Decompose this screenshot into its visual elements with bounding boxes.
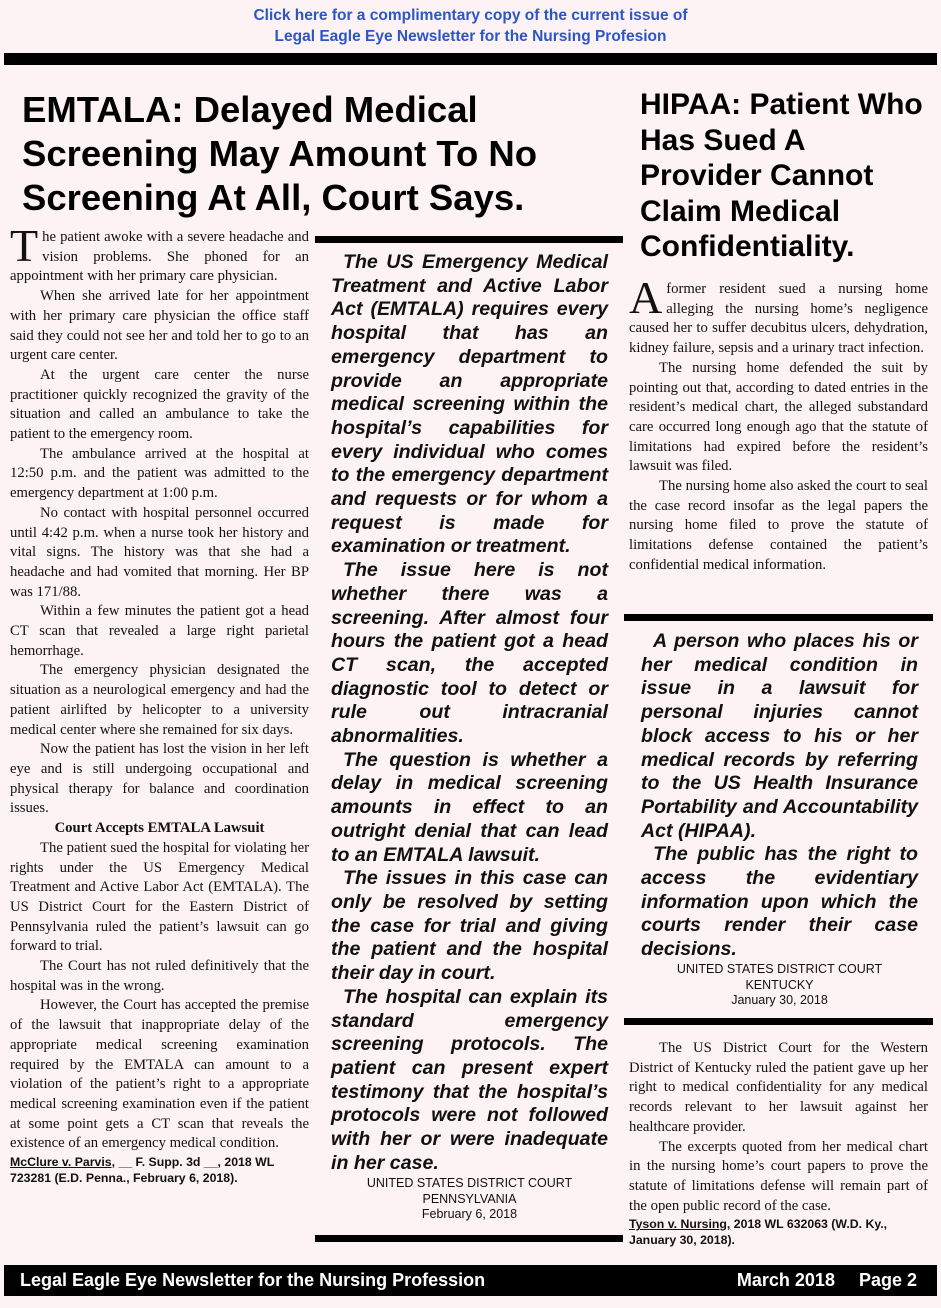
- dropcap: A: [629, 272, 663, 323]
- article2-court-credit: [641, 962, 918, 1009]
- article1-court-credit: [331, 1176, 608, 1223]
- article2-pull-quote: [641, 630, 918, 962]
- article2-body-continued: [629, 1039, 928, 1248]
- article1-paragraph: When she arrived late for her appointment with her primary care physician the office staff said they could not see her and told her to go to an urgent care center.: [10, 288, 309, 364]
- article1-paragraph: Now the patient has lost the vision in her left eye and is still undergoing occupational and physical therapy for balance and coordination issues.: [10, 741, 309, 817]
- pull-quote-1-bottom-rule: [315, 1235, 623, 1242]
- footer-date: March 2018: [736, 1270, 835, 1290]
- case-name: McClure v. Parvis,: [10, 1155, 116, 1170]
- article2-paragraph: A former resident sued a nursing home alleging the nursing home’s negligence caused her to suffer decubitus ulcers, dehydration, kidney failure, sepsis and a urinary tract infection.: [629, 272, 928, 357]
- footer-bar: [4, 1265, 937, 1296]
- top-rule: [4, 53, 937, 65]
- article1-paragraph: The ambulance arrived at the hospital at 12:50 p.m. and the patient was admitted to the emergency department at 1:00 p.m.: [10, 445, 309, 502]
- pull-quote-paragraph: The question is whether a delay in medical screening amounts in effect to an outright denial that can lead to an EMTALA lawsuit.: [331, 748, 608, 866]
- pull-quote-1-top-rule: [315, 236, 623, 243]
- article2-paragraph: The nursing home defended the suit by pointing out that, according to dated entries in the resident’s medical chart, the alleged substandard care occurred long enough ago that the statute of limitations had expired before the resident’s lawsuit was filed.: [629, 359, 928, 475]
- court-name: UNITED STATES DISTRICT COURT: [676, 962, 883, 976]
- footer-title: Legal Eagle Eye Newsletter for the Nursing Profession: [20, 1270, 486, 1290]
- article2-headline: HIPAA: Patient Who Has Sued A Provider Cannot Claim Medical Confidentiality.: [640, 88, 923, 263]
- article1-subhead: Court Accepts EMTALA Lawsuit: [54, 820, 265, 837]
- court-name: UNITED STATES DISTRICT COURT: [366, 1176, 573, 1190]
- footer-page: Page 2: [858, 1270, 917, 1290]
- article1-paragraph: The patient awoke with a severe headache and vision problems. She phoned for an appointment with her primary care physician.: [10, 220, 309, 285]
- pull-quote-paragraph: The hospital can explain its standard emergency screening protocols. The patient can present expert testimony that the hospital’s protocols were not followed with her or were inadequate in her case.: [331, 985, 608, 1174]
- case-name: Tyson v. Nursing,: [629, 1217, 731, 1232]
- article2-body: [629, 272, 928, 576]
- footer-issue: [737, 1265, 917, 1296]
- article1-body: [10, 220, 309, 1186]
- article1-headline: EMTALA: Delayed Medical Screening May Amount To No Screening At All, Court Says.: [22, 89, 538, 218]
- promo-line-1: Click here for a complimentary copy of the current issue of: [253, 7, 688, 24]
- article1-paragraph: However, the Court has accepted the premise of the lawsuit that inappropriate delay of the appropriate medical screening examination required by the EMTALA can amount to a violation of the patient’s right to a appropriate medical screening examination even if the patient at some point gets a CT scan that reveals the existence of an emergency medical condition.: [10, 997, 309, 1152]
- pull-quote-paragraph: A person who places his or her medical condition in issue in a lawsuit for personal injuries cannot block access to his or her medical records by referring to the US Health Insurance Portability and Accountability Act (HIPAA).: [641, 630, 918, 842]
- article1-paragraph: Within a few minutes the patient got a head CT scan that revealed a large right parietal hemorrhage.: [10, 603, 309, 659]
- pull-quote-2-bottom-rule: [624, 1018, 933, 1025]
- article1-paragraph: The Court has not ruled definitively that the hospital was in the wrong.: [10, 958, 309, 994]
- court-date: February 6, 2018: [421, 1207, 518, 1221]
- pull-quote-paragraph: The issues in this case can only be resolved by setting the case for trial and giving the patient and the hospital their day in court.: [331, 867, 608, 985]
- article2-paragraph: The US District Court for the Western District of Kentucky ruled the patient gave up her right to medical confidentiality for any medical records relevant to her lawsuit against her healthcare provider.: [629, 1040, 928, 1135]
- article1-paragraph: No contact with hospital personnel occurred until 4:42 p.m. when a nurse took her history and vital signs. The history was that she had a headache and had vomited that morning. Her BP was 171/88.: [10, 504, 309, 600]
- dropcap: T: [10, 220, 39, 271]
- complimentary-copy-link[interactable]: [0, 5, 941, 47]
- pull-quote-paragraph: The public has the right to access the evidentiary information upon which the courts render their case decisions.: [641, 843, 918, 961]
- pull-quote-2-top-rule: [624, 614, 933, 621]
- article1-paragraph: The emergency physician designated the situation as a neurological emergency and had the patient airlifted by helicopter to a university medical center where she remained for six days.: [10, 662, 309, 738]
- court-state: PENNSYLVANIA: [422, 1191, 517, 1206]
- court-date: January 30, 2018: [731, 993, 828, 1007]
- court-state: KENTUCKY: [745, 977, 814, 992]
- article1-citation: McClure v. Parvis, __ F. Supp. 3d __, 2018 WL 723281 (E.D. Penna., February 6, 2018).: [10, 1155, 275, 1186]
- article1-pull-quote: [331, 251, 608, 1175]
- article2-paragraph: The nursing home also asked the court to seal the case record insofar as the legal papers the nursing home filed to prove the statute of limitations defense contained the patient’s confidential medical information.: [629, 478, 928, 573]
- promo-line-2: Legal Eagle Eye Newsletter for the Nursing Profesion: [274, 28, 667, 45]
- article1-paragraph: The patient sued the hospital for violating her rights under the US Emergency Medical Treatment and Active Labor Act (EMTALA). The US District Court for the Eastern District of Pennsylvania ruled the patient’s lawsuit can go forward to trial.: [10, 839, 309, 955]
- pull-quote-paragraph: The US Emergency Medical Treatment and Active Labor Act (EMTALA) requires every hospital that has an emergency department to provide an appropriate medical screening within the hospital’s capabilities for every individual who comes to the emergency department and requests or for whom a request is made for examination or treatment.: [331, 251, 608, 558]
- article1-paragraph: At the urgent care center the nurse practitioner quickly recognized the gravity of the situation and called an ambulance to take the patient to the emergency room.: [10, 366, 309, 443]
- article2-citation: Tyson v. Nursing, 2018 WL 632063 (W.D. Ky., January 30, 2018).: [629, 1217, 888, 1248]
- pull-quote-paragraph: The issue here is not whether there was a screening. After almost four hours the patient got a head CT scan, the accepted diagnostic tool to detect or rule out intracranial abnormalities.: [331, 559, 608, 748]
- article2-paragraph: The excerpts quoted from her medical chart in the nursing home’s court papers to prove the statute of limitations defense will remain part of the open public record of the case.: [629, 1138, 928, 1214]
